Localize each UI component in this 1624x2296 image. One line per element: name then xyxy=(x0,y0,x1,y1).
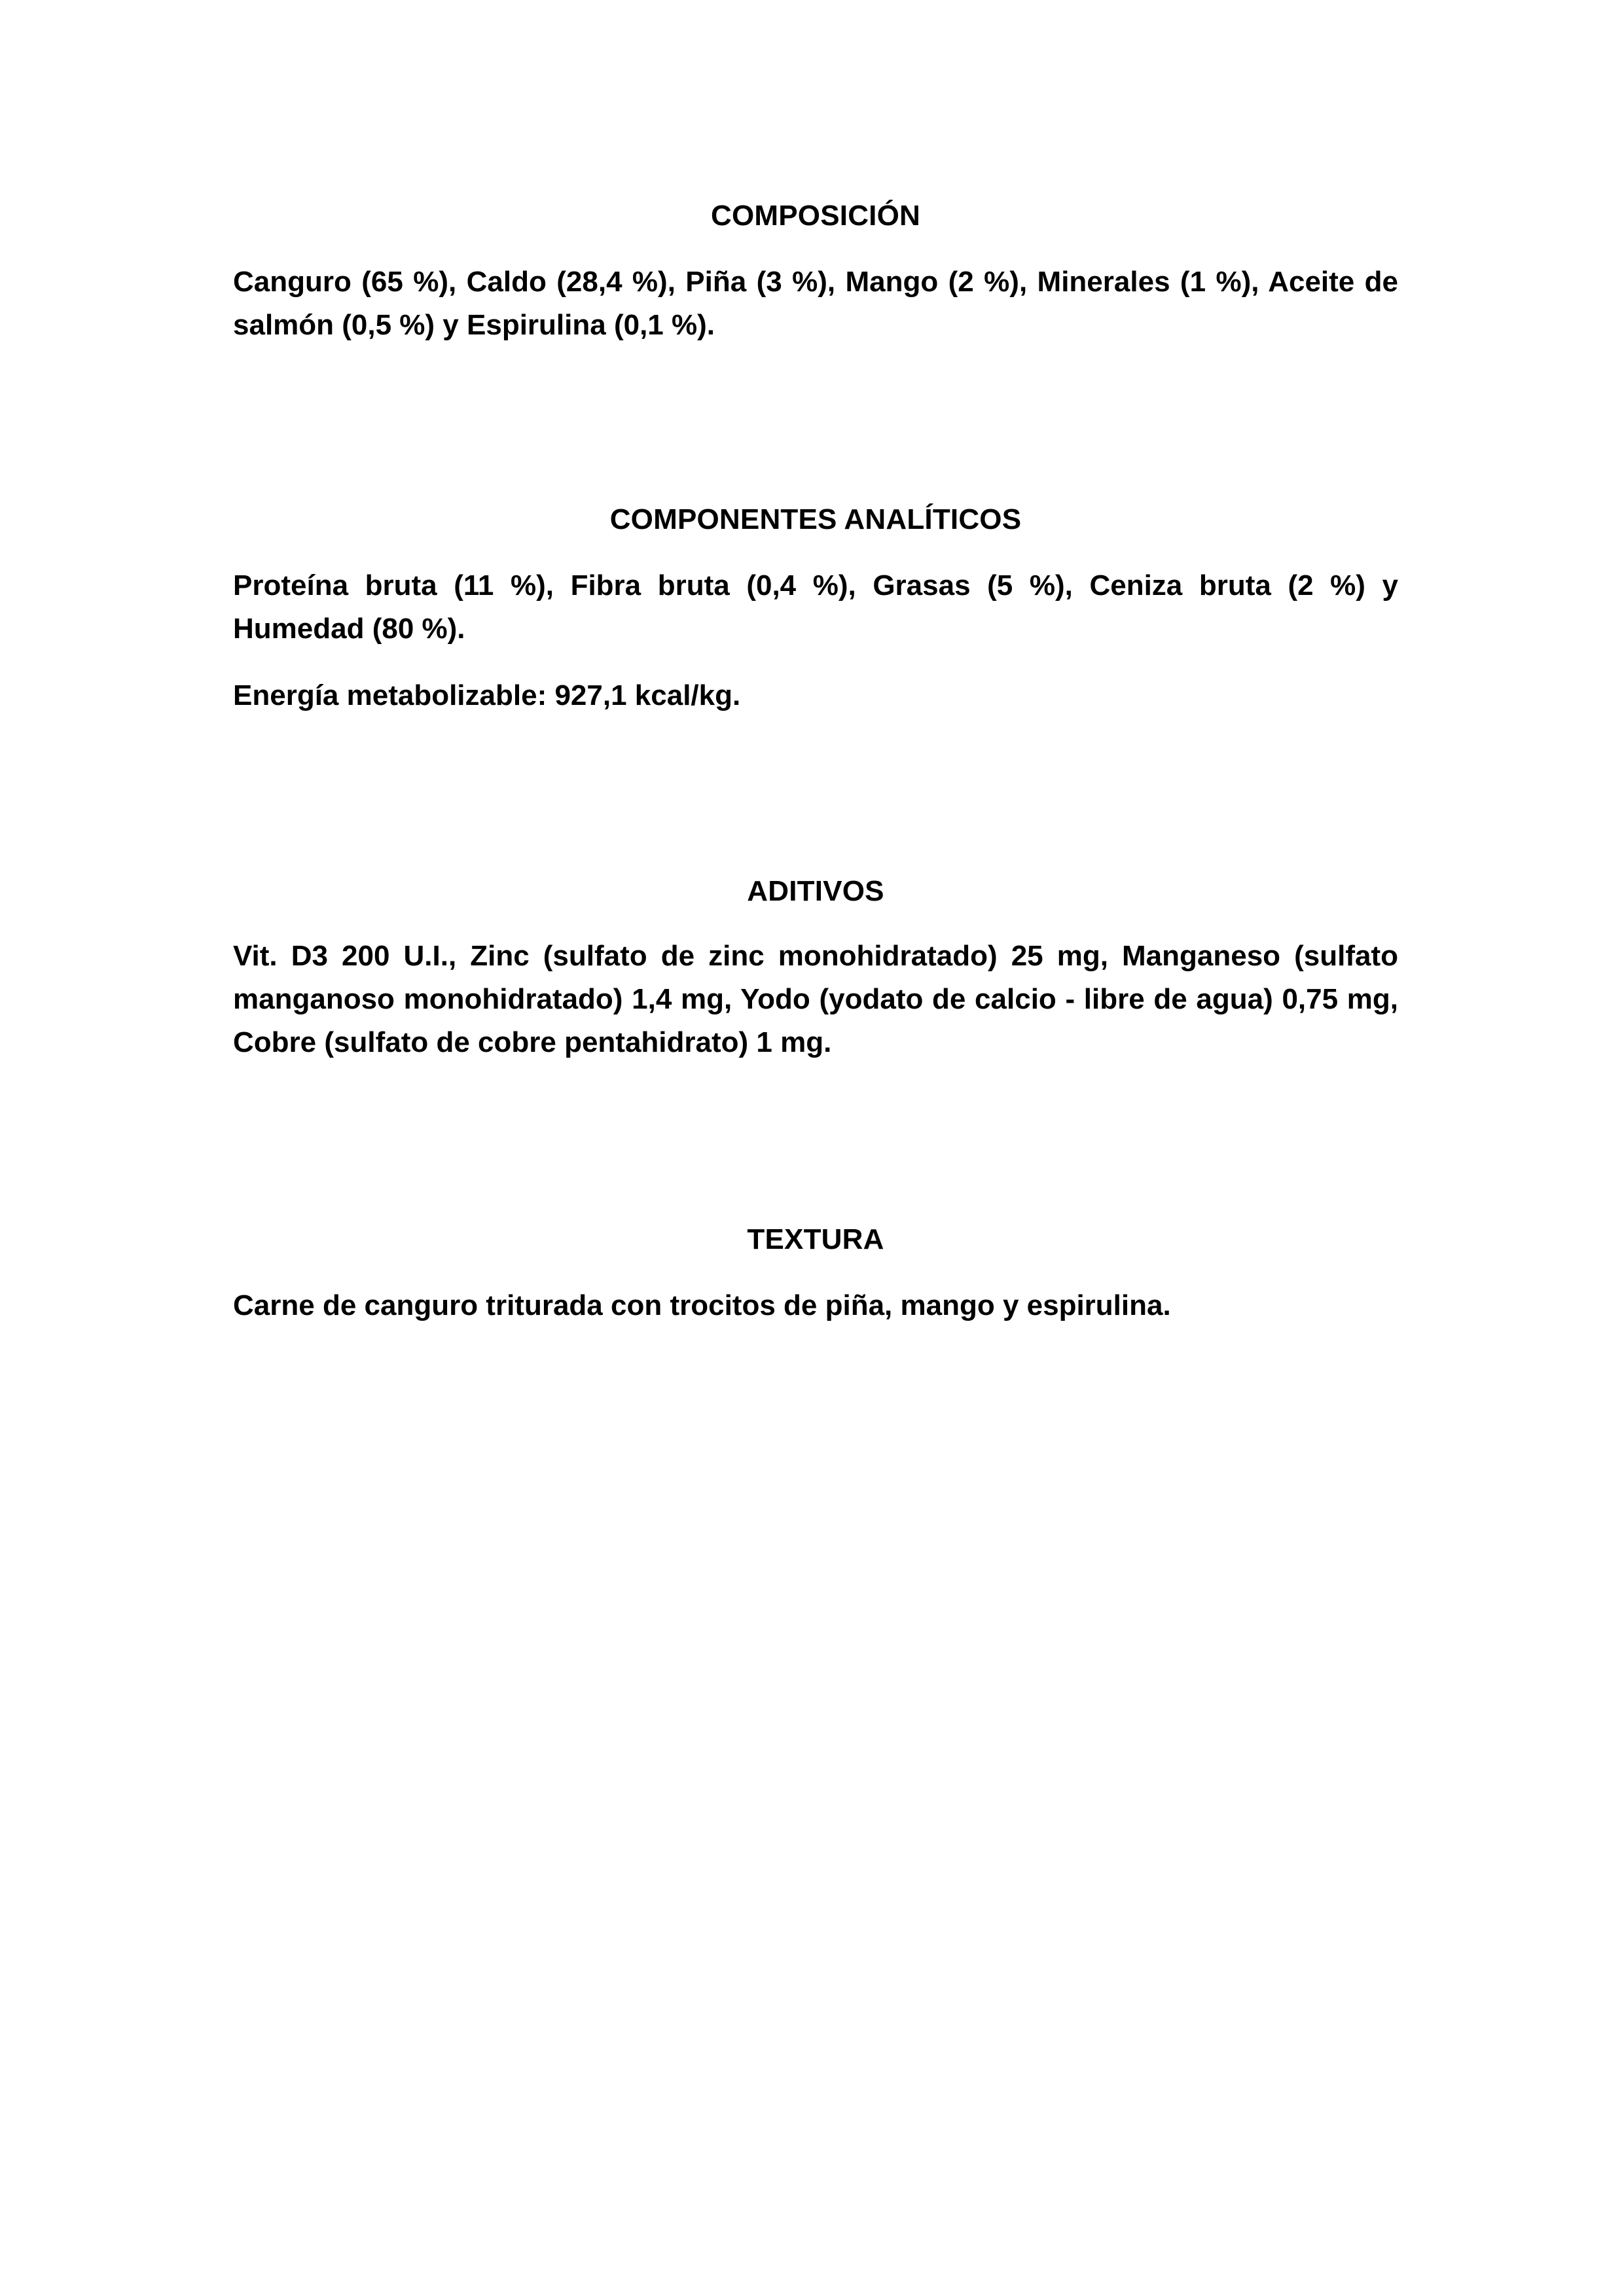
section-heading-textura: TEXTURA xyxy=(747,1223,884,1255)
section-componentes-analiticos xyxy=(233,499,1398,717)
section-heading-aditivos: ADITIVOS xyxy=(747,875,884,907)
section-heading-componentes-analiticos: COMPONENTES ANALÍTICOS xyxy=(609,503,1022,535)
composicion-text: Canguro (65 %), Caldo (28,4 %), Piña (3 %), Mango (2 %), Minerales (1 %), Aceite de salmón (0,5 %) y Espirulina (0,1 %). xyxy=(233,266,1398,341)
section-textura xyxy=(233,1219,1398,1327)
section-heading-composicion: COMPOSICIÓN xyxy=(711,200,920,232)
componentes-analiticos-text: Proteína bruta (11 %), Fibra bruta (0,4 %), Grasas (5 %), Ceniza bruta (2 %) y Humedad (80 %). xyxy=(233,569,1398,645)
section-aditivos xyxy=(233,870,1398,1064)
aditivos-text: Vit. D3 200 U.I., Zinc (sulfato de zinc monohidratado) 25 mg, Manganeso (sulfato manganoso monohidratado) 1,4 mg, Yodo (yodato de calcio - libre de agua) 0,75 mg, Cobre (sulfato de cobre pentahidrato) 1 mg. xyxy=(233,940,1398,1058)
textura-text: Carne de canguro triturada con trocitos de piña, mango y espirulina. xyxy=(233,1289,1171,1321)
energia-metabolizable-text: Energía metabolizable: 927,1 kcal/kg. xyxy=(233,679,741,711)
section-composicion xyxy=(233,195,1398,347)
